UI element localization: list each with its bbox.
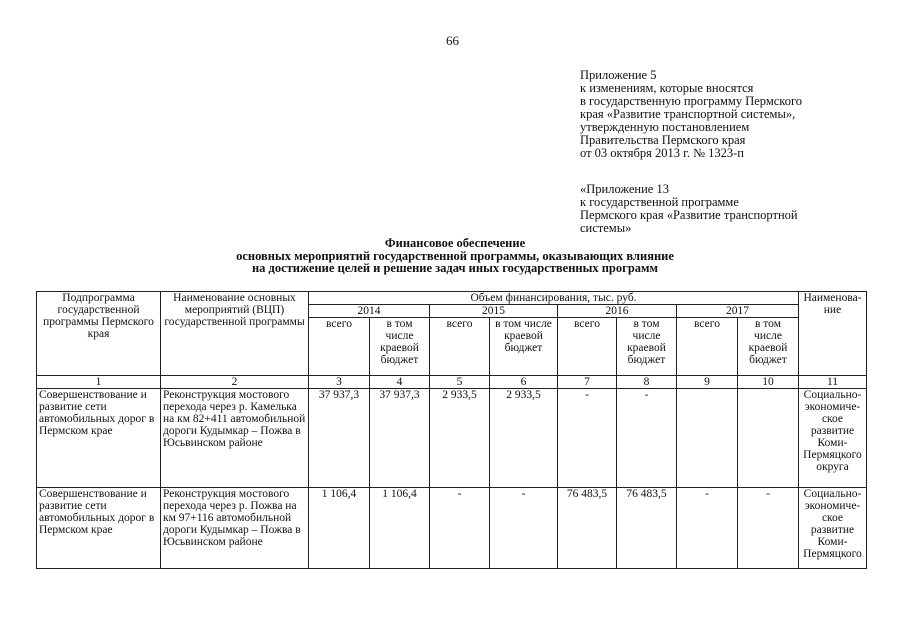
cell-subprogram: Совершенствование и развитие сети автомобильных дорог в Пермском крае	[37, 488, 161, 569]
cell-2017-regional: -	[738, 488, 799, 569]
title-line-3: на достижение целей и решение задач иных государственных программ	[251, 261, 659, 275]
header-year-2017: 2017	[677, 305, 799, 318]
column-number: 7	[558, 376, 617, 389]
cell-name: Социально-экономиче-ское развитие Коми-Пермяцкого	[799, 488, 867, 569]
cell-2015-regional: 2 933,5	[490, 389, 558, 488]
cell-activity: Реконструкция мостового перехода через р. Камелька на км 82+411 автомобильной дороги Кудымкар – Пожва в Юсьвинском районе	[161, 389, 309, 488]
cell-2016-regional: 76 483,5	[617, 488, 677, 569]
header-regional: в том числе краевой бюджет	[370, 318, 430, 376]
header-regional: в том числе краевой бюджет	[617, 318, 677, 376]
column-number: 8	[617, 376, 677, 389]
title-line-1: Финансовое обеспечение	[384, 236, 526, 250]
header-funding: Объем финансирования, тыс. руб.	[309, 292, 799, 305]
column-number: 2	[161, 376, 309, 389]
column-number: 11	[799, 376, 867, 389]
header-subprogram: Подпрограмма государственной программы Пермского края	[37, 292, 161, 376]
table-row	[37, 389, 867, 488]
header-regional: в том числе краевой бюджет	[490, 318, 558, 376]
appendix-sub-note: «Приложение 13 к государственной программе Пермского края «Развитие транспортной системы»	[580, 182, 798, 235]
header-total: всего	[309, 318, 370, 376]
cell-2017-total	[677, 389, 738, 488]
column-number: 3	[309, 376, 370, 389]
cell-2014-total: 1 106,4	[309, 488, 370, 569]
cell-2017-total: -	[677, 488, 738, 569]
header-regional: в том числе краевой бюджет	[738, 318, 799, 376]
column-number: 6	[490, 376, 558, 389]
header-total: всего	[677, 318, 738, 376]
table-row	[37, 488, 867, 569]
column-number: 5	[430, 376, 490, 389]
column-number: 9	[677, 376, 738, 389]
column-number: 4	[370, 376, 430, 389]
cell-2017-regional	[738, 389, 799, 488]
page-number: 66	[446, 33, 459, 48]
header-year-2015: 2015	[430, 305, 558, 318]
header-row-1	[37, 292, 867, 305]
cell-2016-total: 76 483,5	[558, 488, 617, 569]
cell-2014-total: 37 937,3	[309, 389, 370, 488]
funding-table	[36, 291, 867, 569]
appendix-main-note: Приложение 5 к изменениям, которые вносятся в государственную программу Пермского края «Развитие транспортной системы», утвержденную постановлением Правительства Пермского края от 03 октября 2013 г. № 1323-п	[580, 68, 803, 160]
cell-name: Социально-экономиче-ское развитие Коми-Пермяцкого округа	[799, 389, 867, 488]
cell-2014-regional: 1 106,4	[370, 488, 430, 569]
cell-2016-total: -	[558, 389, 617, 488]
cell-subprogram: Совершенствование и развитие сети автомобильных дорог в Пермском крае	[37, 389, 161, 488]
cell-activity: Реконструкция мостового перехода через р. Пожва на км 97+116 автомобильной дороги Кудымкар – Пожва в Юсьвинском районе	[161, 488, 309, 569]
column-number: 1	[37, 376, 161, 389]
header-year-2014: 2014	[309, 305, 430, 318]
title-line-2: основных мероприятий государственной программы, оказывающих влияние	[236, 248, 674, 263]
header-year-2016: 2016	[558, 305, 677, 318]
document-title	[120, 237, 790, 275]
cell-2015-total: 2 933,5	[430, 389, 490, 488]
cell-2014-regional: 37 937,3	[370, 389, 430, 488]
header-name: Наименова-ние	[799, 292, 867, 376]
column-number: 10	[738, 376, 799, 389]
cell-2015-regional: -	[490, 488, 558, 569]
column-number-row	[37, 376, 867, 389]
cell-2016-regional: -	[617, 389, 677, 488]
header-activity: Наименование основных мероприятий (ВЦП) государственной программы	[161, 292, 309, 376]
header-total: всего	[558, 318, 617, 376]
header-total: всего	[430, 318, 490, 376]
cell-2015-total: -	[430, 488, 490, 569]
